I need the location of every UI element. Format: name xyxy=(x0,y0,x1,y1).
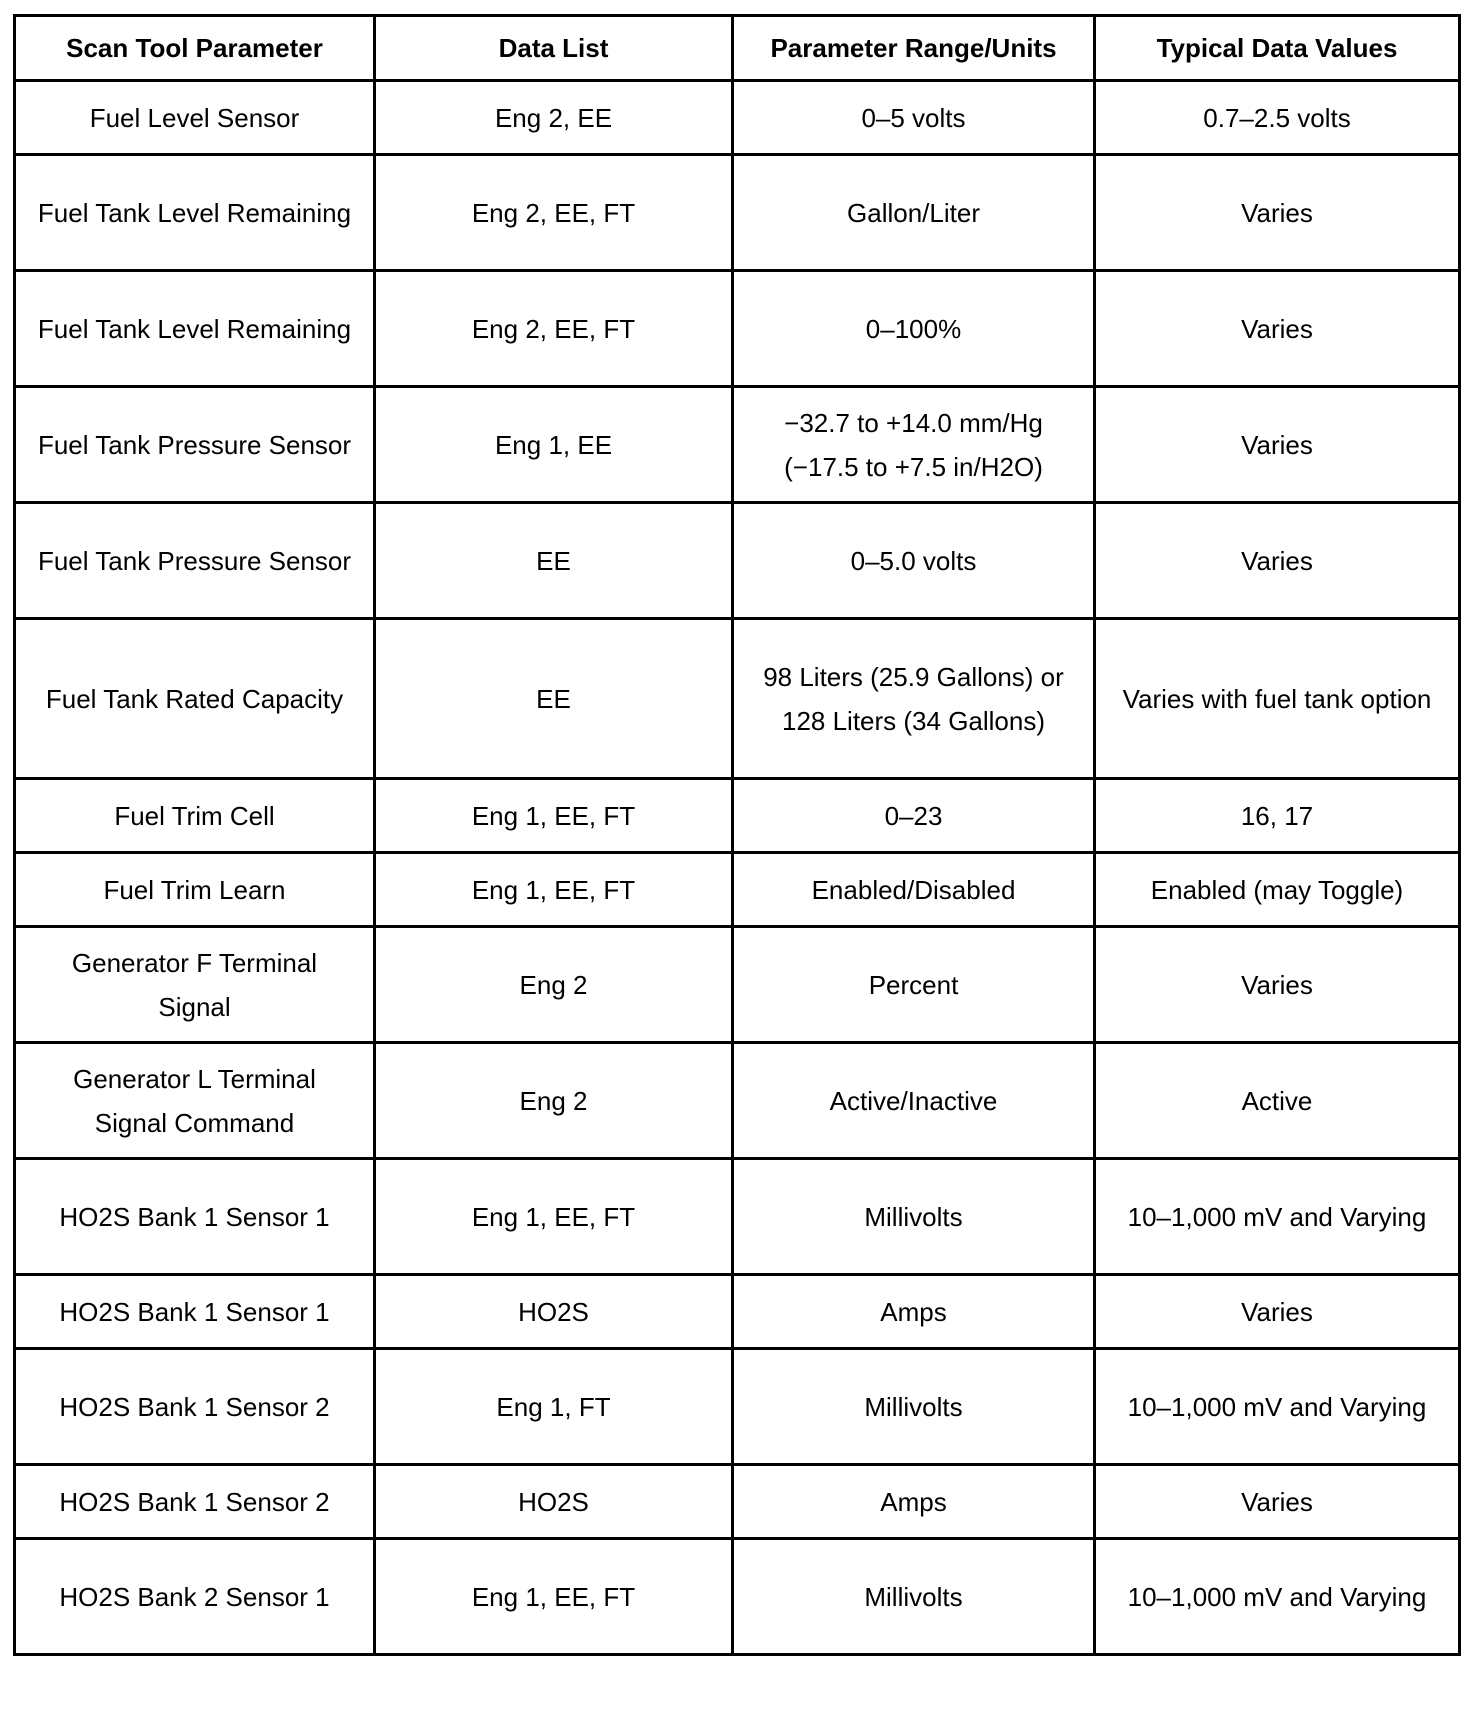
cell-typical: Varies xyxy=(1095,155,1460,271)
cell-range: 0–100% xyxy=(733,271,1095,387)
cell-parameter: Fuel Trim Learn xyxy=(15,853,375,927)
cell-parameter: HO2S Bank 1 Sensor 1 xyxy=(15,1275,375,1349)
table-row xyxy=(15,387,1460,503)
cell-typical: 10–1,000 mV and Varying xyxy=(1095,1159,1460,1275)
cell-parameter: HO2S Bank 2 Sensor 1 xyxy=(15,1539,375,1655)
cell-data-list: Eng 1, EE, FT xyxy=(375,1159,733,1275)
scan-tool-data-table xyxy=(13,14,1461,1656)
table-row xyxy=(15,853,1460,927)
cell-range: Millivolts xyxy=(733,1349,1095,1465)
cell-typical: Enabled (may Toggle) xyxy=(1095,853,1460,927)
table-row xyxy=(15,1465,1460,1539)
cell-typical: Active xyxy=(1095,1043,1460,1159)
cell-typical: Varies xyxy=(1095,1275,1460,1349)
cell-data-list: EE xyxy=(375,619,733,779)
cell-data-list: Eng 1, EE, FT xyxy=(375,779,733,853)
cell-parameter: HO2S Bank 1 Sensor 2 xyxy=(15,1465,375,1539)
table-row xyxy=(15,81,1460,155)
cell-range: −32.7 to +14.0 mm/Hg (−17.5 to +7.5 in/H2O) xyxy=(733,387,1095,503)
cell-data-list: EE xyxy=(375,503,733,619)
cell-data-list: Eng 2, EE, FT xyxy=(375,271,733,387)
cell-typical: Varies xyxy=(1095,503,1460,619)
cell-data-list: Eng 2 xyxy=(375,927,733,1043)
cell-data-list: HO2S xyxy=(375,1465,733,1539)
cell-data-list: Eng 1, EE, FT xyxy=(375,853,733,927)
cell-range: 98 Liters (25.9 Gallons) or 128 Liters (34 Gallons) xyxy=(733,619,1095,779)
cell-parameter: Fuel Trim Cell xyxy=(15,779,375,853)
cell-parameter: HO2S Bank 1 Sensor 1 xyxy=(15,1159,375,1275)
cell-parameter: Generator F Terminal Signal xyxy=(15,927,375,1043)
table-row xyxy=(15,1159,1460,1275)
header-parameter-range-units: Parameter Range/Units xyxy=(733,16,1095,81)
cell-typical: Varies xyxy=(1095,927,1460,1043)
cell-range: 0–5 volts xyxy=(733,81,1095,155)
cell-range: Enabled/Disabled xyxy=(733,853,1095,927)
cell-typical: 10–1,000 mV and Varying xyxy=(1095,1539,1460,1655)
cell-typical: 16, 17 xyxy=(1095,779,1460,853)
cell-range: Percent xyxy=(733,927,1095,1043)
cell-parameter: Fuel Tank Pressure Sensor xyxy=(15,503,375,619)
cell-data-list: Eng 1, FT xyxy=(375,1349,733,1465)
scan-tool-data-table-container xyxy=(13,14,1461,1656)
header-typical-data-values: Typical Data Values xyxy=(1095,16,1460,81)
cell-typical: Varies xyxy=(1095,387,1460,503)
cell-typical: 10–1,000 mV and Varying xyxy=(1095,1349,1460,1465)
table-row xyxy=(15,1275,1460,1349)
cell-range: Millivolts xyxy=(733,1539,1095,1655)
cell-data-list: Eng 2, EE xyxy=(375,81,733,155)
cell-data-list: Eng 1, EE xyxy=(375,387,733,503)
table-row xyxy=(15,619,1460,779)
header-data-list: Data List xyxy=(375,16,733,81)
cell-data-list: Eng 2 xyxy=(375,1043,733,1159)
cell-data-list: Eng 1, EE, FT xyxy=(375,1539,733,1655)
cell-range: Amps xyxy=(733,1465,1095,1539)
cell-parameter: Generator L Terminal Signal Command xyxy=(15,1043,375,1159)
table-row xyxy=(15,503,1460,619)
table-row xyxy=(15,1043,1460,1159)
cell-range: Gallon/Liter xyxy=(733,155,1095,271)
cell-parameter: Fuel Tank Level Remaining xyxy=(15,271,375,387)
table-row xyxy=(15,271,1460,387)
cell-range: 0–5.0 volts xyxy=(733,503,1095,619)
cell-typical: Varies xyxy=(1095,271,1460,387)
cell-parameter: Fuel Tank Rated Capacity xyxy=(15,619,375,779)
table-row xyxy=(15,927,1460,1043)
cell-range: 0–23 xyxy=(733,779,1095,853)
cell-parameter: Fuel Tank Level Remaining xyxy=(15,155,375,271)
table-header-row xyxy=(15,16,1460,81)
table-row xyxy=(15,1539,1460,1655)
cell-parameter: Fuel Tank Pressure Sensor xyxy=(15,387,375,503)
cell-data-list: Eng 2, EE, FT xyxy=(375,155,733,271)
cell-parameter: Fuel Level Sensor xyxy=(15,81,375,155)
table-row xyxy=(15,779,1460,853)
table-row xyxy=(15,155,1460,271)
cell-data-list: HO2S xyxy=(375,1275,733,1349)
cell-parameter: HO2S Bank 1 Sensor 2 xyxy=(15,1349,375,1465)
cell-range: Active/Inactive xyxy=(733,1043,1095,1159)
cell-typical: Varies xyxy=(1095,1465,1460,1539)
header-scan-tool-parameter: Scan Tool Parameter xyxy=(15,16,375,81)
cell-range: Amps xyxy=(733,1275,1095,1349)
table-row xyxy=(15,1349,1460,1465)
cell-range: Millivolts xyxy=(733,1159,1095,1275)
cell-typical: Varies with fuel tank option xyxy=(1095,619,1460,779)
cell-typical: 0.7–2.5 volts xyxy=(1095,81,1460,155)
